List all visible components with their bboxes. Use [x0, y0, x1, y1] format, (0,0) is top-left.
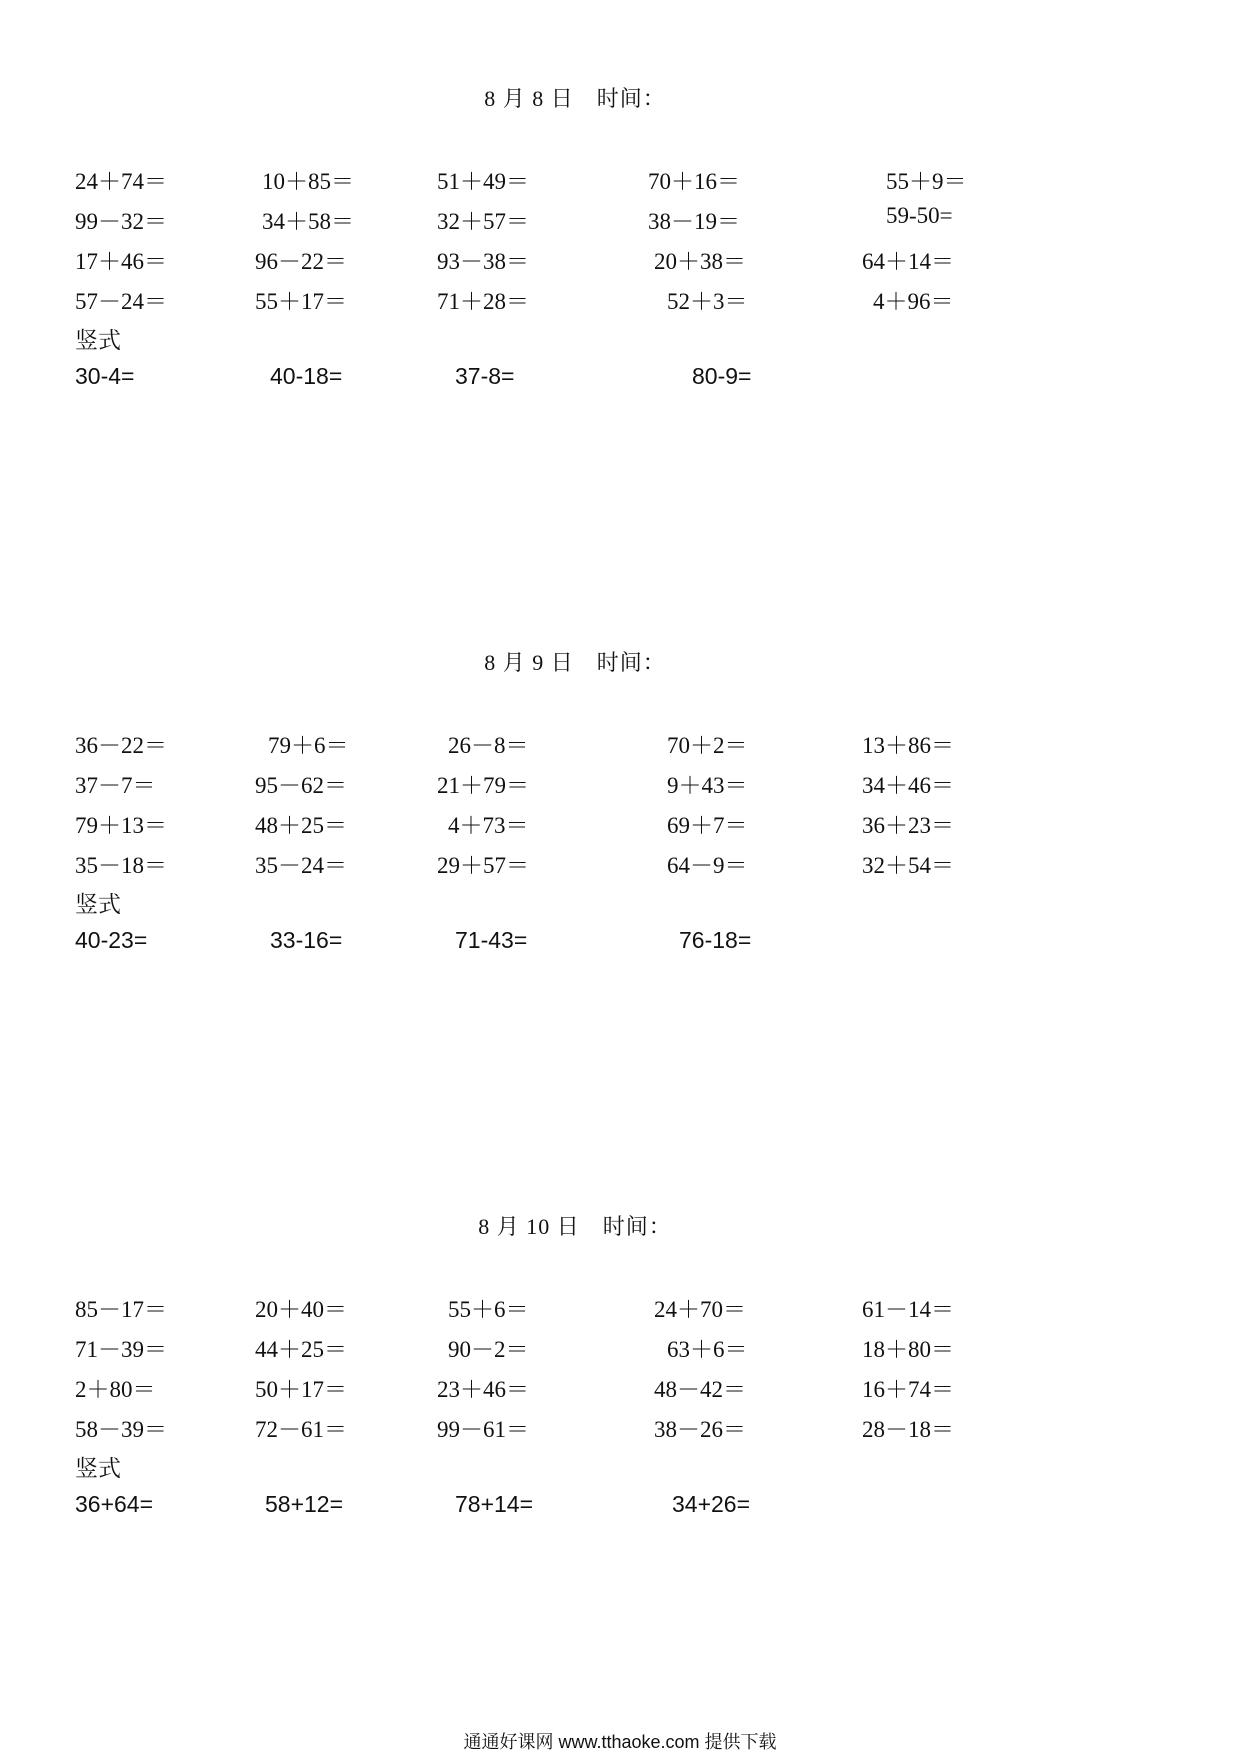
vertical-label: 竖式 — [75, 892, 121, 917]
problem: 29＋57＝ — [437, 853, 529, 878]
vertical-problem: 30-4= — [75, 363, 135, 389]
problem: 99－61＝ — [437, 1417, 529, 1442]
problem: 58－39＝ — [75, 1417, 167, 1442]
problem: 70＋2＝ — [667, 733, 748, 758]
problem: 35－24＝ — [255, 853, 347, 878]
vertical-problem: 40-23= — [75, 927, 148, 953]
problem: 71－39＝ — [75, 1337, 167, 1362]
problem-row — [0, 1411, 1240, 1441]
problem: 24＋70＝ — [654, 1297, 746, 1322]
section-title: 8 月 10 日 时间： — [478, 1214, 672, 1239]
problem: 28－18＝ — [862, 1417, 954, 1442]
vertical-row — [0, 1491, 1240, 1521]
problem: 99－32＝ — [75, 209, 167, 234]
problem: 55＋17＝ — [255, 289, 347, 314]
problem: 61－14＝ — [862, 1297, 954, 1322]
problem: 63＋6＝ — [667, 1337, 748, 1362]
vertical-problem: 78+14= — [455, 1491, 534, 1517]
problem: 71＋28＝ — [437, 289, 529, 314]
problem-row — [0, 1291, 1240, 1321]
problem: 44＋25＝ — [255, 1337, 347, 1362]
problem: 79＋6＝ — [268, 733, 349, 758]
section-title: 8 月 8 日 时间： — [484, 86, 666, 111]
problem: 55＋9＝ — [886, 169, 967, 194]
problem: 4＋73＝ — [448, 813, 529, 838]
problem: 37－7＝ — [75, 773, 156, 798]
problem: 69＋7＝ — [667, 813, 748, 838]
problem: 34＋46＝ — [862, 773, 954, 798]
problem: 9＋43＝ — [667, 773, 748, 798]
problem: 36－22＝ — [75, 733, 167, 758]
problem: 48＋25＝ — [255, 813, 347, 838]
problem: 4＋96＝ — [873, 289, 954, 314]
vertical-problem: 40-18= — [270, 363, 343, 389]
problem: 64＋14＝ — [862, 249, 954, 274]
problem-row — [0, 1371, 1240, 1401]
problem: 96－22＝ — [255, 249, 347, 274]
problem: 26－8＝ — [448, 733, 529, 758]
problem-row — [0, 163, 1240, 193]
problem: 57－24＝ — [75, 289, 167, 314]
section-title: 8 月 9 日 时间： — [484, 650, 666, 675]
problem: 24＋74＝ — [75, 169, 167, 194]
problem: 20＋38＝ — [654, 249, 746, 274]
problem: 48－42＝ — [654, 1377, 746, 1402]
problem-row — [0, 767, 1240, 797]
problem-row — [0, 807, 1240, 837]
problem-row — [0, 243, 1240, 273]
problem: 59-50= — [886, 203, 953, 228]
problem: 21＋79＝ — [437, 773, 529, 798]
vertical-problem: 80-9= — [692, 363, 752, 389]
vertical-label: 竖式 — [75, 328, 121, 353]
problem: 85－17＝ — [75, 1297, 167, 1322]
vertical-problem: 33-16= — [270, 927, 343, 953]
problem: 16＋74＝ — [862, 1377, 954, 1402]
problem: 93－38＝ — [437, 249, 529, 274]
problem: 52＋3＝ — [667, 289, 748, 314]
problem: 10＋85＝ — [262, 169, 354, 194]
problem-row — [0, 1331, 1240, 1361]
footer-credit: 通通好课网 www.tthaoke.com 提供下载 — [463, 1732, 777, 1752]
problem: 70＋16＝ — [648, 169, 740, 194]
problem: 2＋80＝ — [75, 1377, 156, 1402]
problem: 34＋58＝ — [262, 209, 354, 234]
problem: 13＋86＝ — [862, 733, 954, 758]
vertical-row — [0, 363, 1240, 393]
vertical-problem: 36+64= — [75, 1491, 154, 1517]
problem: 20＋40＝ — [255, 1297, 347, 1322]
problem: 64－9＝ — [667, 853, 748, 878]
vertical-problem: 76-18= — [679, 927, 752, 953]
problem: 38－26＝ — [654, 1417, 746, 1442]
problem: 18＋80＝ — [862, 1337, 954, 1362]
problem: 23＋46＝ — [437, 1377, 529, 1402]
problem: 90－2＝ — [448, 1337, 529, 1362]
problem: 51＋49＝ — [437, 169, 529, 194]
problem: 79＋13＝ — [75, 813, 167, 838]
problem: 38－19＝ — [648, 209, 740, 234]
problem: 32＋57＝ — [437, 209, 529, 234]
vertical-problem: 58+12= — [265, 1491, 344, 1517]
problem: 72－61＝ — [255, 1417, 347, 1442]
problem-row — [0, 727, 1240, 757]
vertical-row — [0, 927, 1240, 957]
vertical-problem: 37-8= — [455, 363, 515, 389]
problem: 17＋46＝ — [75, 249, 167, 274]
problem-row — [0, 283, 1240, 313]
problem: 50＋17＝ — [255, 1377, 347, 1402]
vertical-problem: 34+26= — [672, 1491, 751, 1517]
problem: 95－62＝ — [255, 773, 347, 798]
problem: 35－18＝ — [75, 853, 167, 878]
problem-row — [0, 847, 1240, 877]
vertical-problem: 71-43= — [455, 927, 528, 953]
vertical-label: 竖式 — [75, 1456, 121, 1481]
problem: 36＋23＝ — [862, 813, 954, 838]
problem: 55＋6＝ — [448, 1297, 529, 1322]
problem: 32＋54＝ — [862, 853, 954, 878]
problem-row — [0, 203, 1240, 233]
